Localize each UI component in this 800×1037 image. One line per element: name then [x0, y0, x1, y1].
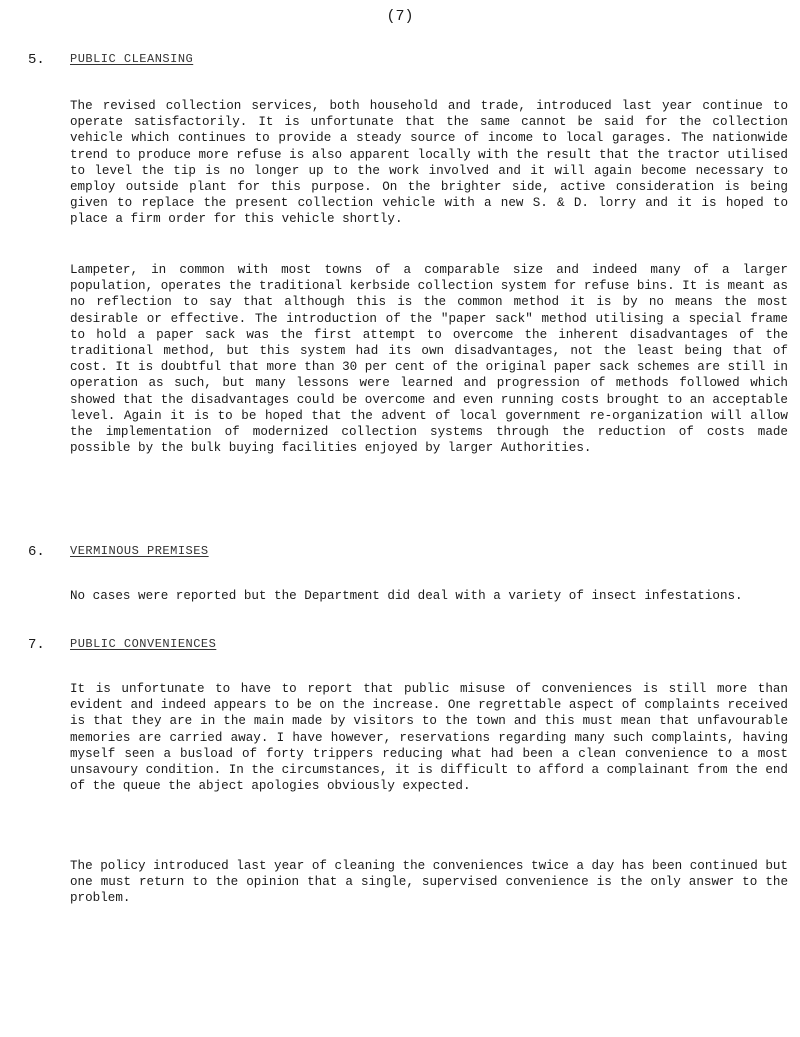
paragraph: No cases were reported but the Department did deal with a variety of insect infestations. — [70, 589, 743, 603]
section-heading: PUBLIC CLEANSING — [70, 52, 194, 66]
section-number: 5. — [28, 52, 45, 68]
section-number: 7. — [28, 637, 45, 653]
paragraph: The revised collection services, both household and trade, introduced last year continue to operate satisfactorily. It is unfortunate that the same cannot be said for the collection vehicle which continues to provide a steady source of income to local garages. The nationwide trend to produce more refuse is also apparent locally with the result that the tractor utilised to level the tip is no longer up to the work involved and it will again become necessary to employ outside plant for this purpose. On the brighter side, active consideration is being given to replace the present collection vehicle with a new S. & D. lorry and it is hoped to place a firm order for this vehicle shortly. — [70, 99, 788, 227]
paragraph: It is unfortunate to have to report that public misuse of conveniences is still more than evident and indeed appears to be on the increase. One regrettable aspect of complaints received is that they are in the main made by visitors to the town and this must mean that unfavourable memories are carried away. I have however, reservations regarding many such complaints, having myself seen a busload of forty trippers reducing what had been a clean convenience to a most unsavoury condition. In the circumstances, it is difficult to afford a complainant from the end of the queue the abject apologies obviously expected. — [70, 682, 788, 794]
section-heading: VERMINOUS PREMISES — [70, 544, 209, 558]
paragraph: Lampeter, in common with most towns of a comparable size and indeed many of a larger population, operates the traditional kerbside collection system for refuse bins. It is meant as no reflection to say that although this is the common method it is by no means the most desirable or effective. The introduction of the "paper sack" method utilising a special frame to hold a paper sack was the first attempt to overcome the inherent disadvantages of the traditional method, but this system had its own disadvantages, not the least being that of cost. It is doubtful that more than 30 per cent of the original paper sack schemes are still in operation as such, but many lessons were learned and progression of methods followed which showed that the disadvantages could be overcome and even running costs brought to an acceptable level. Again it is to be hoped that the advent of local government re-organization will allow the implementation of modernized collection systems through the reduction of costs made possible by the bulk buying facilities enjoyed by larger Authorities. — [70, 263, 788, 456]
page-number: (7) — [386, 8, 414, 25]
paragraph: The policy introduced last year of cleaning the conveniences twice a day has been continued but one must return to the opinion that a single, supervised convenience is the only answer to the problem. — [70, 859, 788, 906]
section-heading: PUBLIC CONVENIENCES — [70, 637, 217, 651]
section-number: 6. — [28, 544, 45, 560]
